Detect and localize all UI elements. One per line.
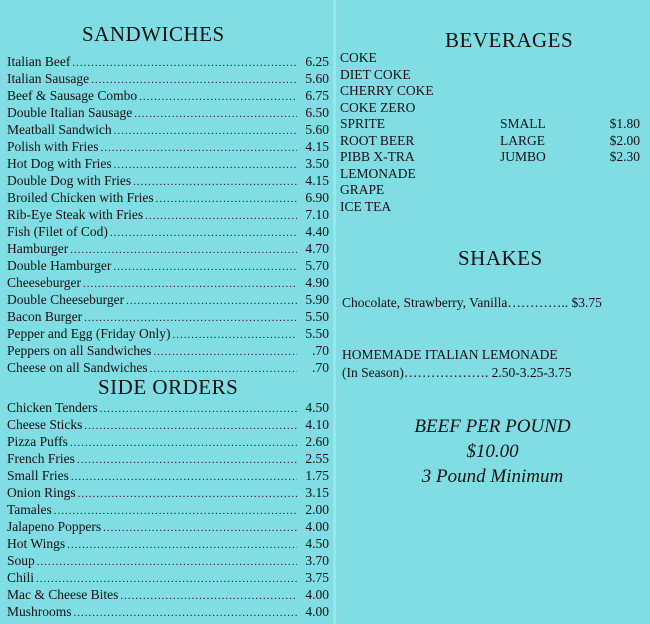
menu-item-name: Rib-Eye Steak with Fries — [7, 207, 144, 222]
beverage-sizes-table — [500, 116, 640, 166]
beverages-list — [340, 50, 434, 215]
menu-item-name: Jalapeno Poppers — [7, 519, 102, 534]
beverage-size-price: $2.00 — [609, 132, 640, 148]
beverage-size-row — [500, 149, 640, 166]
menu-item — [7, 206, 329, 223]
menu-item-name: Bacon Burger — [7, 309, 83, 324]
menu-item — [7, 501, 329, 518]
menu-item — [7, 121, 329, 138]
dot-leader — [70, 435, 297, 452]
menu-item-name: Hot Wings — [7, 536, 66, 551]
menu-item-name: Chicken Tenders — [7, 400, 98, 415]
menu-item-price: .70 — [312, 343, 329, 358]
menu-item-price: 6.75 — [305, 88, 329, 103]
dot-leader — [114, 123, 297, 140]
menu-item-name: Cheese on all Sandwiches — [7, 360, 148, 375]
menu-item-name: Hamburger — [7, 241, 69, 256]
menu-item-name: Small Fries — [7, 468, 69, 483]
lemonade-prices: (In Season)………………. 2.50-3.25-3.75 — [342, 365, 572, 380]
menu-item — [7, 70, 329, 87]
menu-item-price: 4.50 — [305, 400, 329, 415]
dot-leader — [37, 554, 297, 571]
dot-leader — [77, 452, 297, 469]
menu-item — [7, 433, 329, 450]
menu-item-price: 2.00 — [305, 502, 329, 517]
beverage-size: LARGE — [500, 132, 545, 148]
menu-item-price: 2.55 — [305, 451, 329, 466]
menu-item-price: .70 — [312, 360, 329, 375]
menu-item-price: 5.60 — [305, 122, 329, 137]
menu-item-price: 4.15 — [305, 173, 329, 188]
menu-item-name: Cheeseburger — [7, 275, 81, 290]
menu-item — [7, 308, 329, 325]
side-orders-list — [7, 399, 329, 620]
dot-leader — [134, 106, 297, 123]
menu-item-price: 4.70 — [305, 241, 329, 256]
beverage-item: GRAPE — [340, 182, 385, 197]
menu-item-price: 3.75 — [305, 570, 329, 585]
dot-leader — [67, 537, 297, 554]
menu-item-price: 4.40 — [305, 224, 329, 239]
beverage-item: ICE TEA — [340, 198, 392, 214]
menu-item — [7, 53, 329, 70]
menu-item-name: Pepper and Egg (Friday Only) — [7, 326, 171, 341]
beef-per-pound-title: BEEF PER POUND — [414, 416, 571, 437]
dot-leader — [133, 174, 297, 191]
menu-item-price: 4.00 — [305, 519, 329, 534]
dot-leader — [113, 259, 297, 276]
menu-item-name: Polish with Fries — [7, 139, 99, 154]
menu-item-price: 3.50 — [305, 156, 329, 171]
shakes-line: Chocolate, Strawberry, Vanilla………….. $3.75 — [342, 295, 602, 310]
menu-item-price: 4.15 — [305, 139, 329, 154]
menu-item-name: Broiled Chicken with Fries — [7, 190, 154, 205]
beverage-item: SPRITE — [340, 116, 386, 131]
menu-item-name: Double Hamburger — [7, 258, 112, 273]
menu-item-price: 4.10 — [305, 417, 329, 432]
menu-item — [7, 359, 329, 376]
menu-item — [7, 603, 329, 620]
menu-item — [7, 399, 329, 416]
menu-item-price: 6.25 — [305, 54, 329, 69]
beverage-size: JUMBO — [500, 149, 546, 164]
menu-item-price: 4.90 — [305, 275, 329, 290]
menu-item-name: Pizza Puffs — [7, 434, 68, 449]
menu-item-name: Meatball Sandwich — [7, 122, 112, 137]
dot-leader — [78, 486, 297, 503]
beverage-item: ROOT BEER — [340, 132, 415, 148]
dot-leader — [153, 344, 297, 361]
beverage-size-row — [500, 116, 640, 133]
beef-per-pound-price: $10.00 — [466, 441, 519, 462]
menu-item — [7, 87, 329, 104]
menu-item-price: 7.10 — [305, 207, 329, 222]
menu-item-price: 4.00 — [305, 604, 329, 619]
menu-item-price: 5.60 — [305, 71, 329, 86]
menu-item-price: 2.60 — [305, 434, 329, 449]
menu-item — [7, 535, 329, 552]
menu-item — [7, 223, 329, 240]
menu-item — [7, 484, 329, 501]
beverage-size-price: $1.80 — [609, 116, 640, 131]
dot-leader — [103, 520, 297, 537]
menu-item-name: Double Dog with Fries — [7, 173, 132, 188]
menu-item-price: 3.15 — [305, 485, 329, 500]
beverage-item: DIET COKE — [340, 66, 411, 82]
menu-item — [7, 518, 329, 535]
beverage-item: LEMONADE — [340, 165, 416, 181]
menu-item-name: Hot Dog with Fries — [7, 156, 112, 171]
menu-item-name: French Fries — [7, 451, 75, 466]
menu-item-name: Italian Beef — [7, 54, 71, 69]
dot-leader — [101, 140, 297, 157]
menu-item-name: Peppers on all Sandwiches — [7, 343, 152, 358]
dot-leader — [145, 208, 297, 225]
shakes-heading: SHAKES — [458, 246, 543, 270]
menu-item-name: Soup — [7, 553, 35, 568]
dot-leader — [172, 327, 297, 344]
beverage-item: COKE — [340, 50, 377, 65]
menu-item-price: 3.70 — [305, 553, 329, 568]
menu-item-name: Beef & Sausage Combo — [7, 88, 138, 103]
menu-item — [7, 155, 329, 172]
dot-leader — [114, 157, 297, 174]
dot-leader — [120, 588, 297, 605]
menu-item-price: 1.75 — [305, 468, 329, 483]
menu-item-name: Mac & Cheese Bites — [7, 587, 119, 602]
menu-item — [7, 416, 329, 433]
beverage-size-price: $2.30 — [609, 149, 640, 164]
menu-item-name: Onion Rings — [7, 485, 76, 500]
menu-item-price: 5.50 — [305, 309, 329, 324]
dot-leader — [110, 225, 297, 242]
lemonade-title: HOMEMADE ITALIAN LEMONADE — [342, 347, 558, 362]
dot-leader — [84, 418, 297, 435]
menu-item — [7, 325, 329, 342]
menu-item-name: Fish (Filet of Cod) — [7, 224, 108, 239]
side-orders-heading: SIDE ORDERS — [98, 375, 239, 399]
menu-item — [7, 257, 329, 274]
menu-item — [7, 450, 329, 467]
menu-item-name: Double Cheeseburger — [7, 292, 125, 307]
menu-item — [7, 586, 329, 603]
dot-leader — [74, 605, 297, 622]
menu-item-price: 4.00 — [305, 587, 329, 602]
beverage-item: CHERRY COKE — [340, 83, 434, 98]
dot-leader — [156, 191, 297, 208]
menu-item — [7, 104, 329, 121]
sandwiches-heading: SANDWICHES — [82, 22, 225, 46]
menu-item-name: Italian Sausage — [7, 71, 90, 86]
sandwiches-list — [7, 53, 329, 376]
dot-leader — [100, 401, 297, 418]
menu-item-price: 5.90 — [305, 292, 329, 307]
menu-item — [7, 138, 329, 155]
menu-item — [7, 189, 329, 206]
dot-leader — [139, 89, 297, 106]
beverage-size: SMALL — [500, 116, 546, 131]
beverage-item: PIBB X-TRA — [340, 149, 415, 164]
menu-item-price: 5.70 — [305, 258, 329, 273]
menu-item — [7, 552, 329, 569]
beverages-heading: BEVERAGES — [445, 28, 574, 52]
menu-item — [7, 342, 329, 359]
menu-item-name: Tamales — [7, 502, 52, 517]
menu-item — [7, 274, 329, 291]
menu-item-price: 6.50 — [305, 105, 329, 120]
menu-item-name: Cheese Sticks — [7, 417, 83, 432]
menu-item — [7, 291, 329, 308]
column-divider — [333, 0, 336, 624]
beef-per-pound-minimum: 3 Pound Minimum — [421, 466, 564, 487]
menu-item-name: Double Italian Sausage — [7, 105, 133, 120]
menu-item-price: 6.90 — [305, 190, 329, 205]
menu-item — [7, 467, 329, 484]
dot-leader — [72, 55, 297, 72]
beverage-item: COKE ZERO — [340, 99, 416, 115]
menu-item-name: Mushrooms — [7, 604, 72, 619]
menu-item — [7, 172, 329, 189]
menu-item — [7, 240, 329, 257]
beverage-size-row — [500, 133, 640, 150]
dot-leader — [126, 293, 297, 310]
menu-item-price: 5.50 — [305, 326, 329, 341]
menu-item — [7, 569, 329, 586]
menu-item-name: Chili — [7, 570, 35, 585]
dot-leader — [71, 469, 297, 486]
menu-item-price: 4.50 — [305, 536, 329, 551]
